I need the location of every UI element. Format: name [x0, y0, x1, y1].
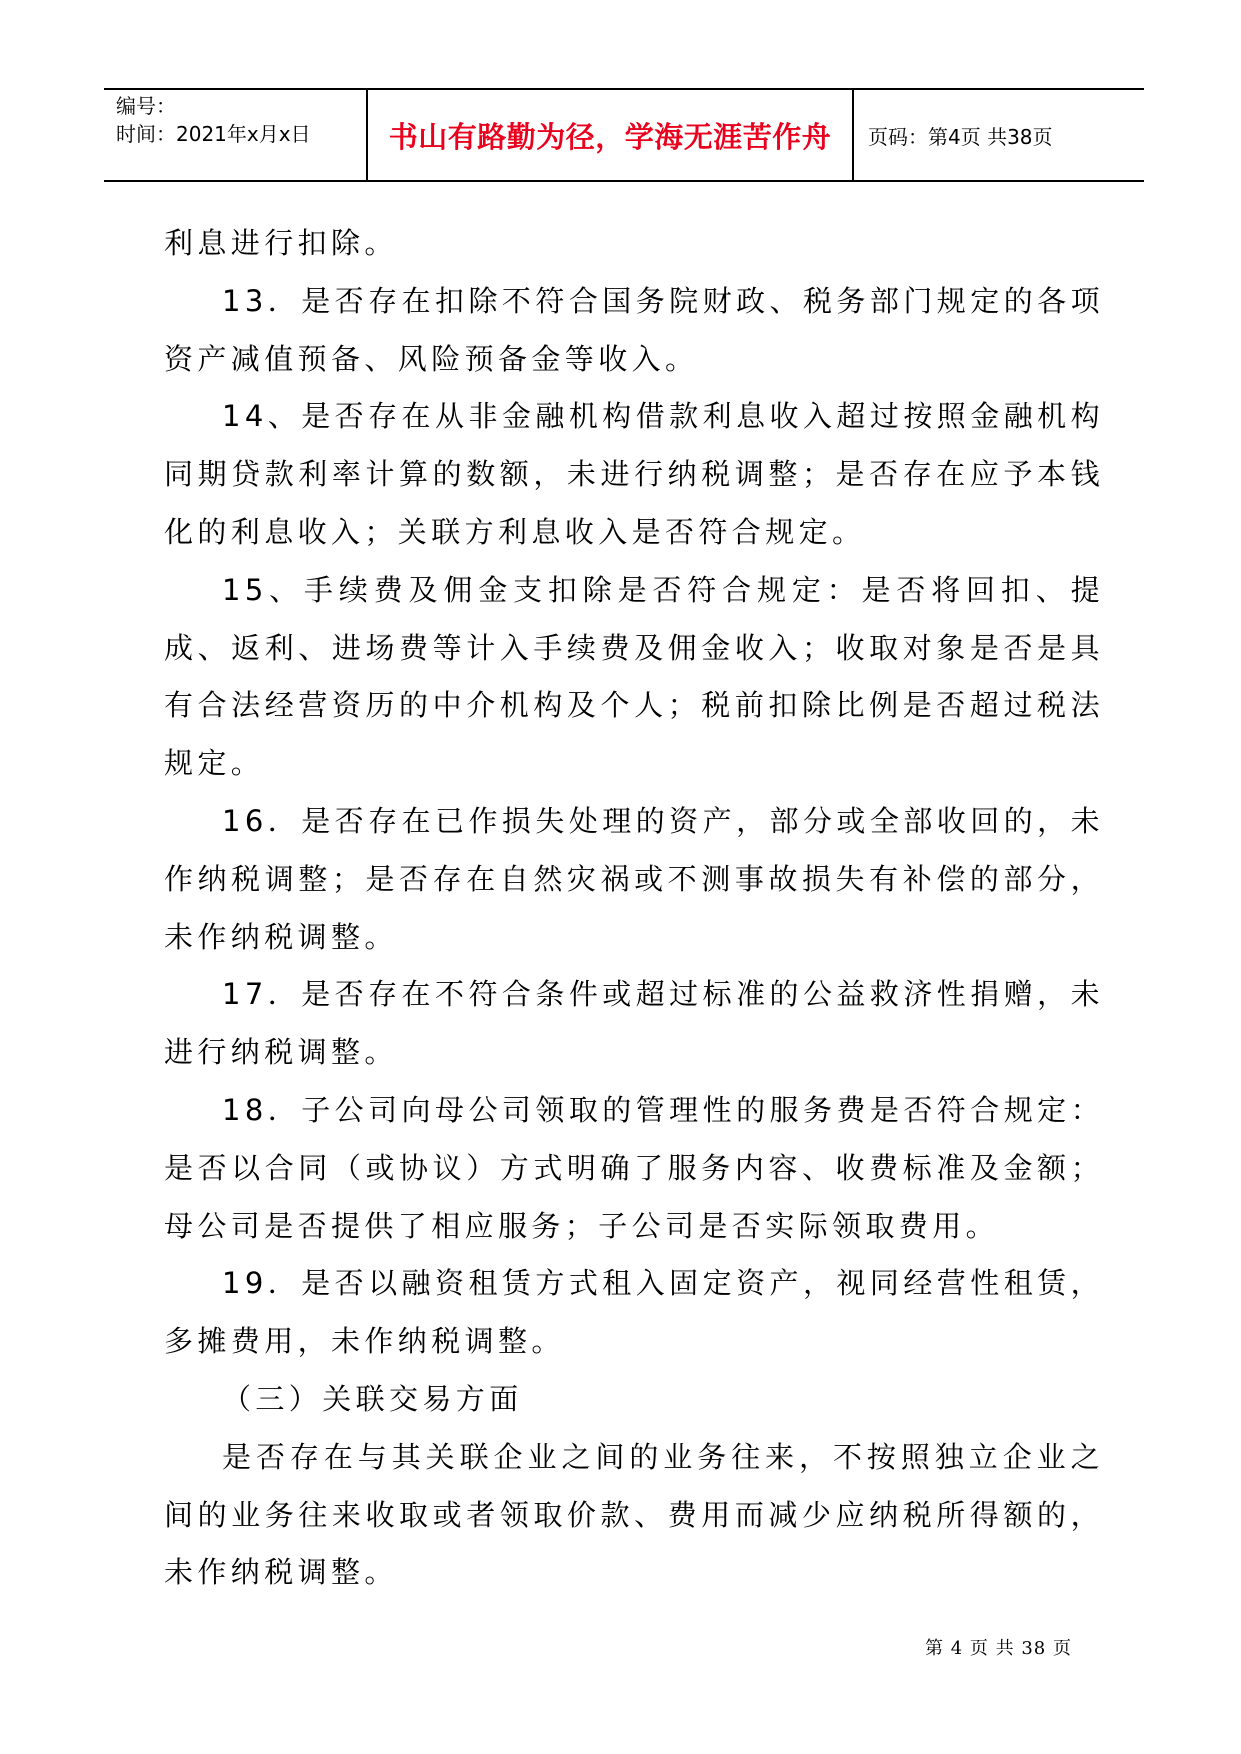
paragraph: 17．是否存在不符合条件或超过标准的公益救济性捐赠，未进行纳税调整。 — [164, 977, 1104, 1070]
paragraph: 是否存在与其关联企业之间的业务往来，不按照独立企业之间的业务往来收取或者领取价款、费用而减少应纳税所得额的，未作纳税调整。 — [164, 1439, 1104, 1590]
page-footer: 第 4 页 共 38 页 — [925, 1638, 1072, 1659]
paragraph: 13．是否存在扣除不符合国务院财政、税务部门规定的各项资产减值预备、风险预备金等收入。 — [164, 283, 1104, 376]
document-body — [164, 215, 1104, 1602]
paragraph: 19．是否以融资租赁方式租入固定资产，视同经营性租赁，多摊费用，未作纳税调整。 — [164, 1266, 1104, 1359]
section-heading: （三）关联交易方面 — [222, 1381, 523, 1416]
paragraph: 18．子公司向母公司领取的管理性的服务费是否符合规定：是否以合同（或协议）方式明确了服务内容、收费标准及金额；母公司是否提供了相应服务；子公司是否实际领取费用。 — [164, 1092, 1104, 1243]
header-motto: 书山有路勤为径，学海无涯苦作舟 — [368, 90, 854, 180]
document-number-label: 编号： — [116, 94, 176, 118]
paragraph: 14、是否存在从非金融机构借款利息收入超过按照金融机构同期贷款利率计算的数额，未进行纳税调整；是否存在应予本钱化的利息收入；关联方利息收入是否符合规定。 — [164, 399, 1104, 549]
header-meta — [104, 90, 368, 180]
paragraph: 15、手续费及佣金支扣除是否符合规定：是否将回扣、提成、返利、进场费等计入手续费及佣金收入；收取对象是否是具有合法经营资历的中介机构及个人；税前扣除比例是否超过税法规定。 — [164, 572, 1104, 781]
document-time-label: 时间：2021年x月x日 — [116, 122, 311, 146]
page-header — [104, 88, 1144, 182]
paragraph: 16．是否存在已作损失处理的资产，部分或全部收回的，未作纳税调整；是否存在自然灾祸或不测事故损失有补偿的部分，未作纳税调整。 — [164, 803, 1104, 954]
paragraph: 利息进行扣除。 — [164, 226, 398, 260]
header-page-code: 页码：第4页 共38页 — [868, 124, 1053, 149]
